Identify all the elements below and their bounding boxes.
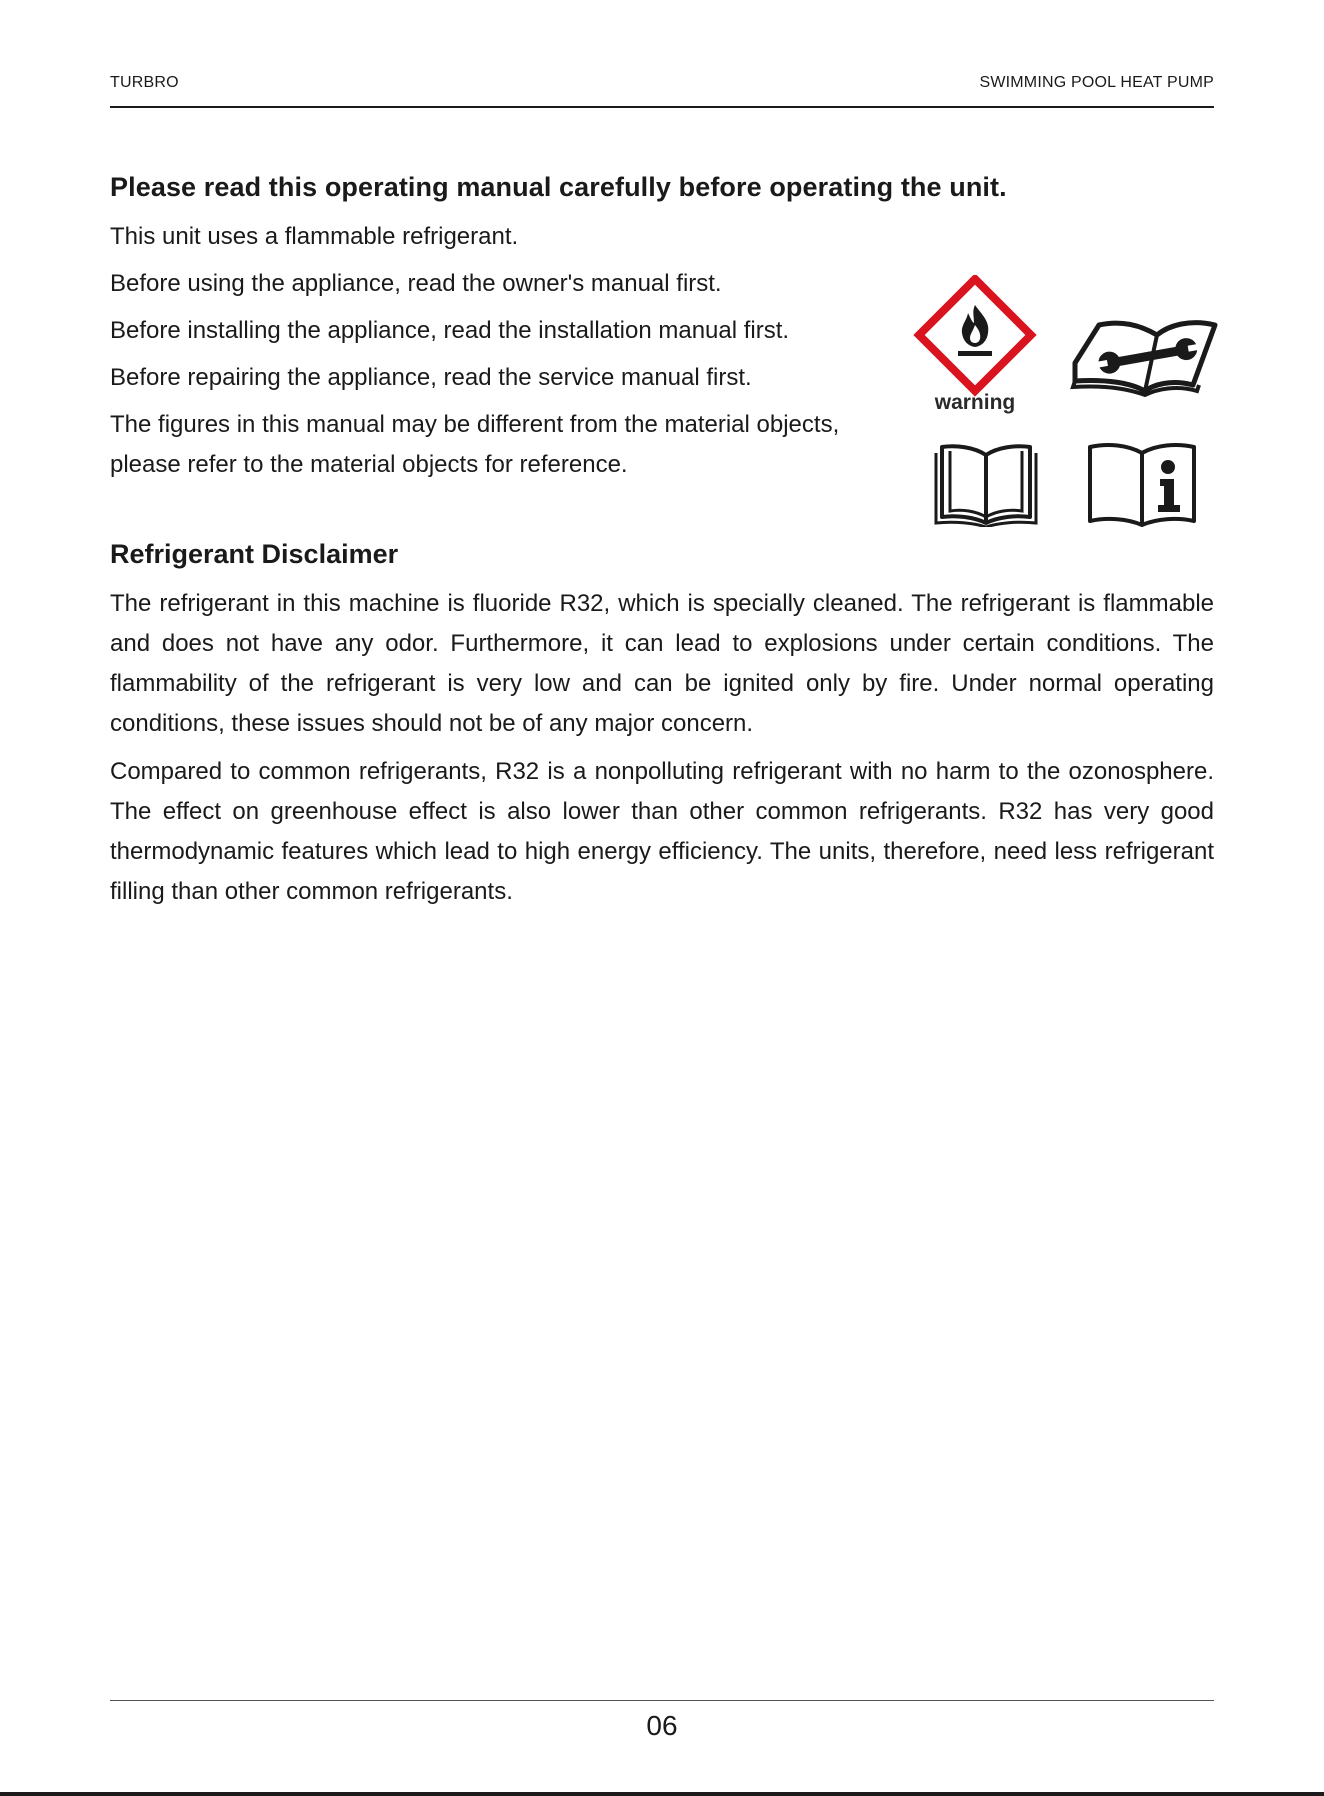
disclaimer-paragraph: Compared to common refrigerants, R32 is a nonpolluting refrigerant with no harm to the ozonosphere. The effect on greenhouse effect is also lower than other common refrigerants. R32 has very good thermodynamic features which lead to high energy efficiency. The units, therefore, need less refrigerant filling than other common refrigerants. <box>110 758 1214 905</box>
disclaimer-heading: Refrigerant Disclaimer <box>110 539 399 569</box>
wrench-manual-icon <box>1065 315 1225 397</box>
open-book-icon <box>934 441 1038 527</box>
brand-name: TURBRO <box>110 74 179 91</box>
page-bottom-edge <box>0 1792 1324 1796</box>
disclaimer-paragraph: The refrigerant in this machine is fluoride R32, which is specially cleaned. The refrigerant is flammable and does not have any odor. Furthermore, it can lead to explosions under certain conditions. The flammability of the refrigerant is very low and can be ignited only by fire. Under normal operating conditions, these issues should not be of any major concern. <box>110 590 1214 737</box>
intro-section <box>110 217 1214 517</box>
safety-icons <box>910 275 1230 535</box>
intro-lines <box>110 217 910 492</box>
intro-line: Before installing the appliance, read the installation manual first. <box>110 317 790 344</box>
running-header <box>110 74 1214 108</box>
intro-heading: Please read this operating manual carefully before operating the unit. <box>110 172 1007 202</box>
page-content <box>110 172 1214 920</box>
intro-line: Before using the appliance, read the owner's manual first. <box>110 270 722 297</box>
footer-divider <box>110 1700 1214 1701</box>
info-manual-icon <box>1086 441 1198 527</box>
intro-line: The figures in this manual may be different from the material objects, please refer to the material objects for reference. <box>110 411 840 478</box>
intro-line: Before repairing the appliance, read the service manual first. <box>110 364 752 391</box>
warning-label: warning <box>934 391 1016 414</box>
page-number: 06 <box>646 1710 678 1741</box>
product-name: SWIMMING POOL HEAT PUMP <box>979 74 1214 91</box>
intro-line: This unit uses a flammable refrigerant. <box>110 223 519 250</box>
